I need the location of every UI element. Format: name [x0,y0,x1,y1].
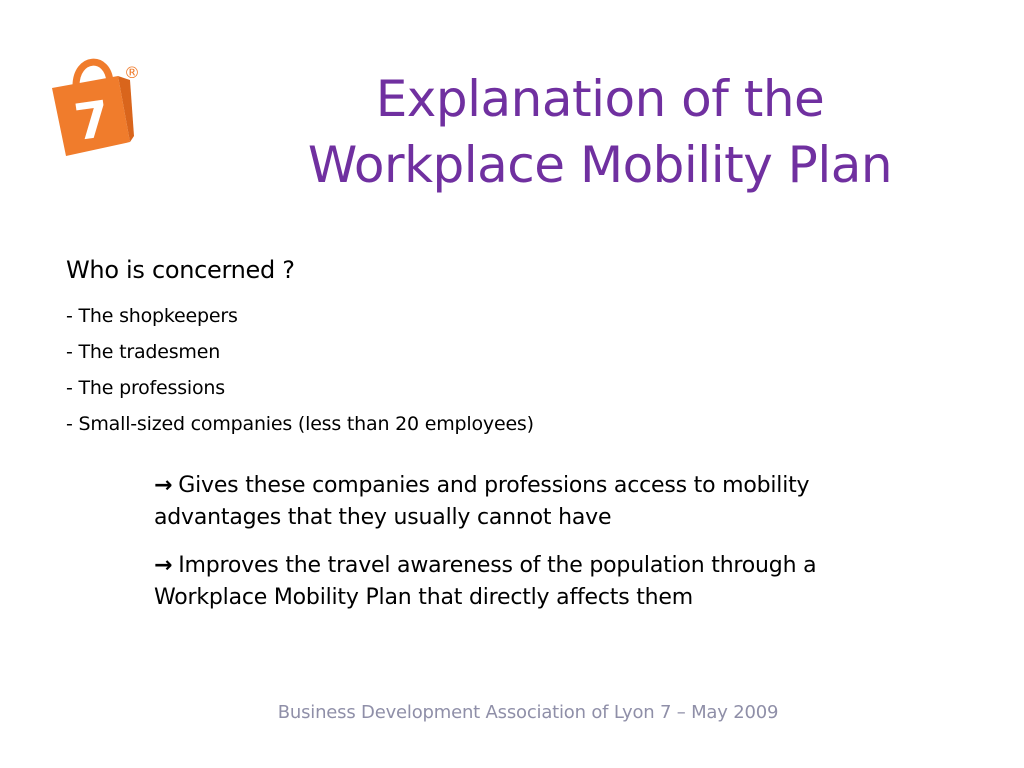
title-line-1: Explanation of the [375,70,825,128]
arrow-right-icon: → [154,473,173,498]
key-point [154,550,894,614]
list-item: - Small-sized companies (less than 20 employees) [66,406,534,442]
list-item: - The tradesmen [66,334,534,370]
key-points [154,470,894,630]
key-point-text: Gives these companies and professions access to mobility advantages that they usually cannot have [154,473,810,530]
question-heading: Who is concerned ? [66,256,295,284]
slide-footer: Business Development Association of Lyon 7 – May 2009 [277,702,779,723]
key-point-text: Improves the travel awareness of the population through a Workplace Mobility Plan that directly affects them [154,553,817,610]
list-item: - The shopkeepers [66,298,534,334]
slide-title [280,66,920,198]
shopping-bag-logo-icon [46,46,146,166]
list-item: - The professions [66,370,534,406]
key-point [154,470,894,534]
logo-digit: 7 [70,89,114,153]
arrow-right-icon: → [154,553,173,578]
audience-list [66,298,534,442]
registered-mark: ® [124,63,140,82]
title-line-2: Workplace Mobility Plan [307,136,893,194]
